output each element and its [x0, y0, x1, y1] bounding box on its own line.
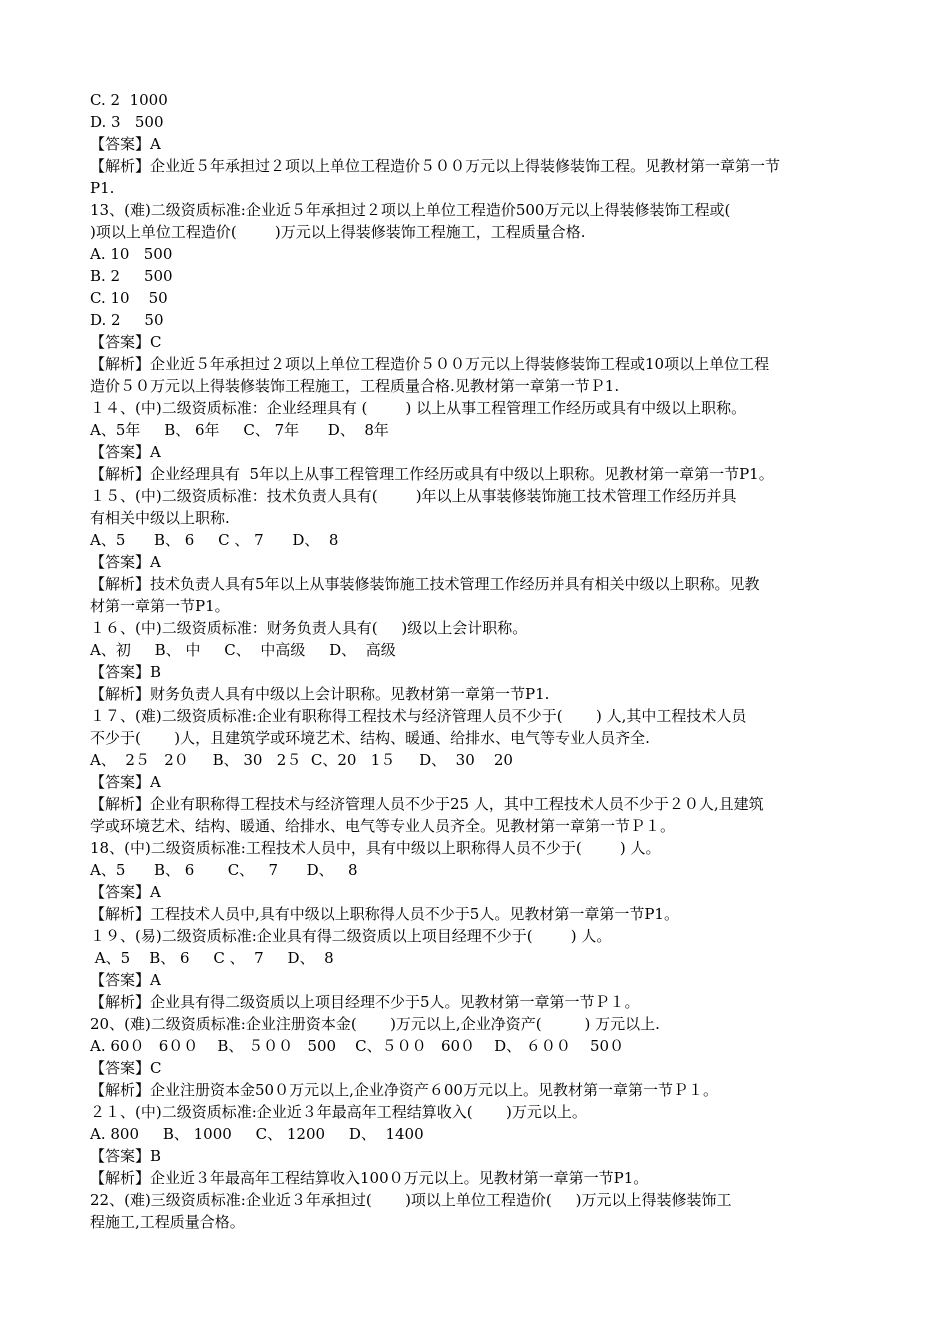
text-line: A. 60０ 6００ B、 ５００ 500 C、５００ 60０ D、 ６００ 50０ — [90, 1037, 625, 1055]
text-line: 【答案】B — [90, 1147, 162, 1165]
text-line: 【解析】企业经理具有 5年以上从事工程管理工作经历或具有中级以上职称。见教材第一章第一节P1。 — [90, 465, 774, 483]
text-line: １５、(中)二级资质标准：技术负责人具有( )年以上从事装修装饰施工技术管理工作经历并具 — [90, 487, 737, 505]
text-line: 20、(难)二级资质标准:企业注册资本金( )万元以上,企业净资产( ) 万元以上. — [90, 1015, 660, 1033]
text-line: 【答案】A — [90, 883, 161, 901]
text-line: A. 10 500 — [90, 245, 173, 263]
text-line: 造价５０万元以上得装修装饰工程施工，工程质量合格.见教材第一章第一节Ｐ1. — [90, 377, 620, 395]
text-line: D. 3 500 — [90, 113, 164, 131]
text-line: C. 2 1000 — [90, 91, 168, 109]
text-line: 程施工,工程质量合格。 — [90, 1213, 245, 1231]
text-line: ２１、(中)二级资质标准:企业近３年最高年工程结算收入( )万元以上。 — [90, 1103, 587, 1121]
text-line: 【解析】工程技术人员中,具有中级以上职称得人员不少于5人。见教材第一章第一节P1。 — [90, 905, 679, 923]
text-line: 不少于( )人，且建筑学或环境艺术、结构、暖通、给排水、电气等专业人员齐全. — [90, 729, 650, 747]
text-line: 【解析】企业具有得二级资质以上项目经理不少于5人。见教材第一章第一节Ｐ１。 — [90, 993, 640, 1011]
text-line: 【解析】企业有职称得工程技术与经济管理人员不少于25 人，其中工程技术人员不少于２０人,且建筑 — [90, 795, 764, 813]
text-line: C. 10 50 — [90, 289, 168, 307]
text-line: 有相关中级以上职称. — [90, 509, 230, 527]
text-line: B. 2 500 — [90, 267, 173, 285]
text-line: 【答案】A — [90, 135, 161, 153]
text-line: A、5年 B、 6年 C、 7年 D、 8年 — [90, 421, 389, 439]
document-body — [90, 89, 880, 1233]
text-line: １７、(难)二级资质标准:企业有职称得工程技术与经济管理人员不少于( ) 人,其中工程技术人员 — [90, 707, 747, 725]
text-line: 18、(中)二级资质标准:工程技术人员中，具有中级以上职称得人员不少于( ) 人。 — [90, 839, 661, 857]
text-line: 13、(难)二级资质标准:企业近５年承担过２项以上单位工程造价500万元以上得装修装饰工程或( — [90, 201, 731, 219]
text-line: 【答案】A — [90, 553, 161, 571]
text-line: 材第一章第一节P1。 — [90, 597, 230, 615]
text-line: 【答案】A — [90, 773, 161, 791]
text-line: A、5 B、 6 C 、 7 D、 8 — [90, 531, 339, 549]
text-line: 【解析】企业近５年承担过２项以上单位工程造价５００万元以上得装修装饰工程。见教材第一章第一节 — [90, 157, 781, 175]
text-line: 【答案】A — [90, 971, 161, 989]
text-line: 【答案】B — [90, 663, 162, 681]
text-line: １６、(中)二级资质标准：财务负责人具有( )级以上会计职称。 — [90, 619, 528, 637]
text-line: 【答案】C — [90, 333, 162, 351]
text-line: 【答案】A — [90, 443, 161, 461]
text-line: A、初 B、 中 C、 中高级 D、 高级 — [90, 641, 396, 659]
text-line: １９、(易)二级资质标准:企业具有得二级资质以上项目经理不少于( ) 人。 — [90, 927, 612, 945]
text-line: P1. — [90, 179, 115, 197]
text-line: A、5 B、 6 C 、 7 D、 8 — [90, 949, 334, 967]
text-line: 【解析】企业近５年承担过２项以上单位工程造价５００万元以上得装修装饰工程或10项以上单位工程 — [90, 355, 770, 373]
text-line: A、5 B、 6 C、 7 D、 8 — [90, 861, 358, 879]
text-line: 【解析】财务负责人具有中级以上会计职称。见教材第一章第一节P1. — [90, 685, 550, 703]
text-line: 【解析】企业近３年最高年工程结算收入100０万元以上。见教材第一章第一节P1。 — [90, 1169, 649, 1187]
text-line: 【答案】C — [90, 1059, 162, 1077]
text-line: D. 2 50 — [90, 311, 164, 329]
text-line: )项以上单位工程造价( )万元以上得装修装饰工程施工，工程质量合格. — [90, 223, 586, 241]
text-line: 【解析】企业注册资本金50０万元以上,企业净资产６00万元以上。见教材第一章第一节Ｐ１。 — [90, 1081, 718, 1099]
text-line: 22、(难)三级资质标准:企业近３年承担过( )项以上单位工程造价( )万元以上得装修装饰工 — [90, 1191, 732, 1209]
text-line: A. 800 B、 1000 C、 1200 D、 1400 — [90, 1125, 424, 1143]
text-line: 学或环境艺术、结构、暖通、给排水、电气等专业人员齐全。见教材第一章第一节Ｐ１。 — [90, 817, 676, 835]
text-line: １４、(中)二级资质标准：企业经理具有 ( ) 以上从事工程管理工作经历或具有中级以上职称。 — [90, 399, 747, 417]
text-line: A、 2５ 2０ B、 30 2５ C、20 1５ D、 30 20 — [90, 751, 513, 769]
text-line: 【解析】技术负责人具有5年以上从事装修装饰施工技术管理工作经历并具有相关中级以上职称。见教 — [90, 575, 760, 593]
